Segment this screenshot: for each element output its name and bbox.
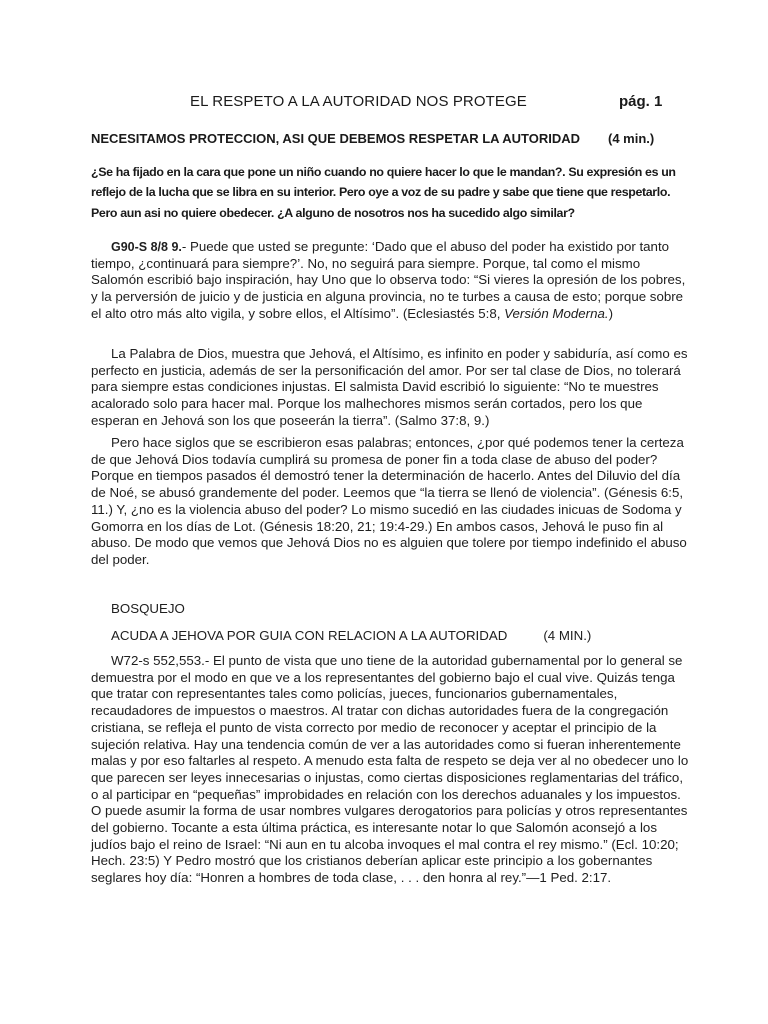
paragraph-3-text: Pero hace siglos que se escribieron esas palabras; entonces, ¿por qué podemos tener la certeza de que Jehová Dios todavía cumplirá su promesa de poner fin a toda clase de abuso del poder? Porque en tiempos pasados él demostró tener la determinación de hacerlo. Antes del Diluvio del día de Noé, se abusó grandemente del poder. Leemos que “la tierra se llenó de violencia”. (Génesis 6:5, 11.) Y, ¿no es la violencia abuso del poder? Lo mismo sucedió en las ciudades inicuas de Sodoma y Gomorra en los días de Lot. (Génesis 18:20, 21; 19:4-29.) En ambos casos, Jehová le puso fin al abuso. De modo que vemos que Jehová Dios no es alguien que tolere por tiempo indefinido el abuso del poder. xyxy=(91,435,687,567)
paragraph-1-italic: Versión Moderna. xyxy=(504,305,609,321)
section-heading-text: NECESITAMOS PROTECCION, ASI QUE DEBEMOS RESPETAR LA AUTORIDAD xyxy=(91,131,580,146)
paragraph-1 xyxy=(91,239,691,323)
paragraph-3 xyxy=(91,435,691,569)
paragraph-1-text: - Puede que usted se pregunte: ‘Dado que el abuso del poder ha existido por tanto tiempo, ¿continuará para siempre?’. No, no seguirá para siempre. Porque, tal como el mismo Salomón escribió bajo inspiración, hay Uno que lo observa todo: “Si vieres la opresión de los pobres, y la perversión de juicio y de justicia en alguna provincia, no te turbes a causa de esto; porque sobre el alto otro más alto vigila, y sobre ellos, el Altísimo”. (Eclesiastés 5:8, xyxy=(91,239,686,321)
title-row xyxy=(0,93,768,115)
outline-heading-text: ACUDA A JEHOVA POR GUIA CON RELACION A LA AUTORIDAD xyxy=(111,628,508,643)
document-title: EL RESPETO A LA AUTORIDAD NOS PROTEGE xyxy=(190,93,527,110)
paragraph-4 xyxy=(91,653,691,887)
intro-question: ¿Se ha fijado en la cara que pone un niño cuando no quiere hacer lo que le mandan?. Su expresión es un reflejo de la lucha que se libra en su interior. Pero oye a voz de su padre y sabe que tiene que respetarlo. Pero aun asi no quiere obedecer. ¿A alguno de nosotros nos ha sucedido algo similar? xyxy=(91,165,676,220)
paragraph-1-end: ) xyxy=(608,305,614,321)
paragraph-2-text: La Palabra de Dios, muestra que Jehová, el Altísimo, es infinito en poder y sabiduría, así como es perfecto en justicia, además de ser la personificación del amor. Por ser tal clase de Dios, no tolerará para siempre estas condiciones injustas. El salmista David escribió lo siguiente: “No te muestres acalorado solo para hacer mal. Porque los malhechores mismos serán cortados, pero los que esperan en Jehová son los que poseerán la tierra”. (Salmo 37:8, 9.) xyxy=(91,346,688,428)
paragraph-2 xyxy=(91,346,691,430)
outline-heading xyxy=(111,628,591,643)
section-time: (4 min.) xyxy=(607,131,655,146)
paragraph-1-reference: G90-S 8/8 9. xyxy=(111,240,182,254)
outline-label: BOSQUEJO xyxy=(111,601,185,616)
page-number: pág. 1 xyxy=(619,93,663,110)
outline-time: (4 MIN.) xyxy=(543,628,592,643)
section-heading xyxy=(91,131,711,146)
paragraph-4-text: W72-s 552,553.- El punto de vista que uno tiene de la autoridad gubernamental por lo general se demuestra por el modo en que ve a los representantes del gobierno bajo el cual vive. Quizás tenga que tratar con representantes tales como policías, jueces, funcionarios gubernamentales, recaudadores de impuestos o maestros. Al tratar con dichas autoridades fuera de la congregación cristiana, se refleja el punto de vista correcto por medio de reconocer y aceptar el principio de la sujeción relativa. Hay una tendencia común de ver a las autoridades como si fueran inherentemente malas y por eso faltarles al respeto. A menudo esta falta de respeto se deja ver al no obedecer uno lo que parecen ser leyes innecesarias o injustas, como ciertas disposiciones reglamentarias del tráfico, o al participar en “pequeñas” improbidades en relación con los derechos aduanales y los impuestos. O puede asumir la forma de usar nombres vulgares derogatorios para policías y otros representantes del gobierno. Tocante a esta última práctica, es interesante notar lo que Salomón aconsejó a los judíos bajo el reino de Israel: “Ni aun en tu alcoba invoques el mal contra el rey mismo.” (Ecl. 10:20; Hech. 23:5) Y Pedro mostró que los cristianos deberían aplicar este principio a los gobernantes seglares hoy día: “Honren a hombres de toda clase, . . . den honra al rey.”—1 Ped. 2:17. xyxy=(91,653,689,886)
